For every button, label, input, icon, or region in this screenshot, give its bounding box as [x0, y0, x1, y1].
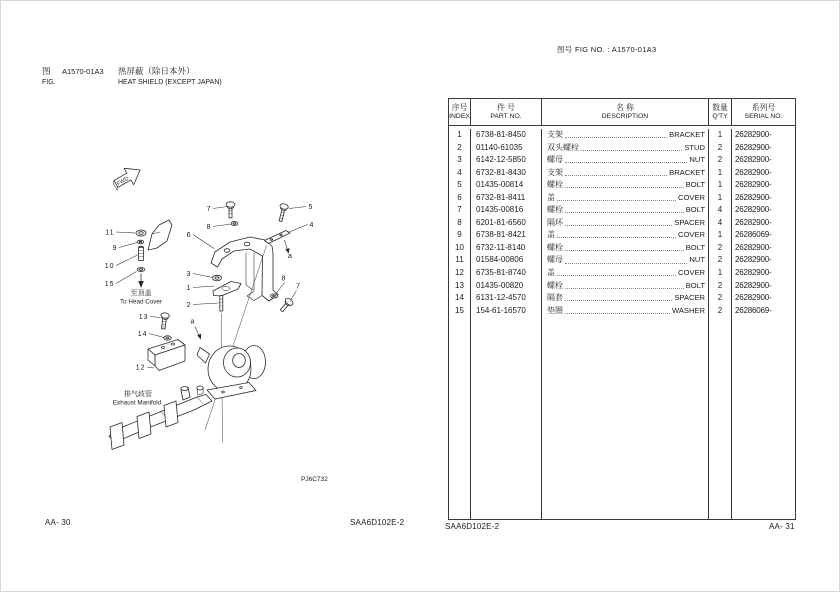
- leader-dots: [565, 212, 684, 213]
- leader-dots: [565, 250, 684, 251]
- table-row: [449, 192, 795, 205]
- cell-index: 11: [449, 254, 471, 267]
- model-number-left: SAA6D102E-2: [350, 518, 405, 527]
- fwd-arrow-icon: [109, 162, 144, 193]
- bolt-part-13: [159, 312, 170, 329]
- plate-part: [148, 220, 172, 250]
- cell-description: [542, 305, 709, 318]
- description-en: SPACER: [674, 217, 705, 227]
- cover-part-12: [148, 340, 185, 371]
- callout-11: 11: [105, 229, 115, 237]
- description-cn: 螺母: [547, 155, 563, 165]
- cell-index: 14: [449, 292, 471, 305]
- description-cn: 螺栓: [547, 180, 563, 190]
- fig-number: A1570-01A3: [62, 67, 104, 76]
- callout-10: 10: [104, 263, 115, 270]
- leader-dots: [565, 175, 667, 176]
- cell-description: [542, 192, 709, 205]
- leader-dots: [565, 313, 670, 314]
- model-number-right: SAA6D102E-2: [445, 522, 500, 531]
- description-cn: 双头螺栓: [547, 142, 579, 152]
- cell-serial: 26282900-: [735, 293, 772, 303]
- bolt-part-5: [276, 203, 288, 222]
- cell-part-no: 6732-11-8140: [471, 242, 542, 255]
- cell-serial: 26282900-: [735, 268, 772, 278]
- header-part-no: 件 号 PART NO.: [471, 99, 542, 125]
- description-cn: 隔套: [547, 293, 563, 303]
- cell-index: 8: [449, 217, 471, 230]
- description-en: STUD: [684, 142, 705, 152]
- fig-label-en: FIG.: [42, 79, 56, 86]
- header-serial-no: 系列号 SERIAL NO.: [744, 102, 783, 120]
- callout-8-right: 8: [281, 275, 287, 283]
- cell-serial: 26282900-: [735, 167, 772, 177]
- cell-part-no: 6738-81-8421: [471, 229, 542, 242]
- cell-serial: 26282900-: [735, 242, 772, 252]
- stud-part-10: [139, 246, 144, 260]
- fig-no-header: 图号 FIG NO. : A1570-01A3: [557, 45, 657, 54]
- description-cn: 垫圈: [547, 305, 563, 315]
- callout-8-top: 8: [206, 224, 212, 231]
- cell-description: [542, 292, 709, 305]
- table-row: [449, 129, 795, 142]
- cell-qty: 2: [709, 280, 732, 293]
- to-head-cover-cn: 至顶盖: [130, 290, 152, 297]
- description-cn: 盖: [547, 268, 555, 278]
- leader-dots: [565, 137, 667, 138]
- bolt-part-7-top: [226, 202, 235, 218]
- cell-part-no: 6131-12-4570: [471, 292, 542, 305]
- callout-12: 12: [135, 364, 146, 372]
- fwd-label: FWD: [116, 175, 131, 188]
- table-filler: [449, 317, 795, 519]
- cell-description: [542, 204, 709, 217]
- description-en: BOLT: [685, 180, 705, 190]
- header-qty: 数量 Q'TY: [709, 99, 732, 125]
- washer-part-8-top: [231, 222, 238, 226]
- description-en: COVER: [677, 268, 705, 278]
- cell-description: [542, 242, 709, 255]
- cell-index: 12: [449, 267, 471, 280]
- page-number-left: AA- 30: [45, 518, 71, 527]
- cell-serial: 26282900-: [735, 205, 772, 215]
- cell-part-no: 01435-00814: [471, 179, 542, 192]
- cell-serial: 26282900-: [735, 130, 772, 139]
- nut-part-11: [136, 230, 146, 236]
- description-en: BRACKET: [669, 130, 705, 139]
- description-en: BRACKET: [669, 167, 705, 177]
- description-en: NUT: [689, 155, 705, 165]
- cell-serial: 26286069-: [735, 230, 772, 240]
- callout-a-mid: a: [190, 318, 196, 326]
- cell-qty: 4: [709, 217, 732, 230]
- cell-part-no: 6201-81-6560: [471, 217, 542, 230]
- table-row: [449, 242, 795, 255]
- cell-serial: 26282900-: [735, 192, 772, 202]
- leader-dots: [557, 237, 676, 238]
- cell-index: 7: [449, 204, 471, 217]
- washer-part-15: [137, 268, 145, 272]
- cell-qty: 1: [709, 179, 732, 192]
- cell-serial: 26282900-: [735, 155, 772, 165]
- callout-14: 14: [137, 331, 148, 338]
- description-en: COVER: [677, 192, 705, 202]
- stud-part-2: [220, 296, 223, 312]
- description-cn: 螺母: [547, 255, 563, 265]
- cell-serial: 26282900-: [735, 255, 772, 265]
- description-cn: 螺栓: [547, 242, 563, 252]
- cell-part-no: 6735-81-8740: [471, 267, 542, 280]
- washer-part-8-right: [271, 294, 278, 298]
- table-row: [449, 280, 795, 293]
- cell-index: 5: [449, 179, 471, 192]
- callout-4: 4: [309, 222, 315, 229]
- cell-part-no: 6732-81-8430: [471, 167, 542, 180]
- cell-part-no: 6142-12-5850: [471, 154, 542, 167]
- cell-index: 10: [449, 242, 471, 255]
- cell-qty: 1: [709, 192, 732, 205]
- cell-qty: 4: [709, 204, 732, 217]
- cell-serial: 26286069-: [735, 305, 772, 315]
- cell-index: 13: [449, 280, 471, 293]
- description-en: WASHER: [671, 305, 705, 315]
- table-row: [449, 217, 795, 230]
- nut-part-3: [213, 275, 222, 281]
- table-row: [449, 229, 795, 242]
- cell-description: [542, 129, 709, 142]
- table-body: [449, 126, 795, 317]
- page-number-right: AA- 31: [769, 522, 795, 531]
- cell-part-no: 6732-81-8411: [471, 192, 542, 205]
- description-cn: 螺栓: [547, 205, 563, 215]
- description-cn: 盖: [547, 192, 555, 202]
- callout-5: 5: [308, 204, 314, 211]
- figure-title-en: HEAT SHIELD (EXCEPT JAPAN): [118, 79, 222, 86]
- cell-description: [542, 167, 709, 180]
- table-row: [449, 142, 795, 155]
- leader-dots: [565, 225, 672, 226]
- table-row: [449, 254, 795, 267]
- cell-part-no: 01584-00806: [471, 254, 542, 267]
- cell-index: 1: [449, 129, 471, 142]
- cell-qty: 1: [709, 229, 732, 242]
- leader-dots: [565, 263, 687, 264]
- figure-header: [42, 65, 222, 91]
- cell-qty: 1: [709, 129, 732, 142]
- cell-qty: 2: [709, 254, 732, 267]
- description-cn: 支架: [547, 130, 563, 139]
- description-en: BOLT: [685, 205, 705, 215]
- cell-index: 2: [449, 142, 471, 155]
- cell-description: [542, 280, 709, 293]
- callout-2: 2: [186, 302, 192, 309]
- cell-description: [542, 154, 709, 167]
- figure-title-cn: 热屏蔽（除日本外）: [118, 66, 195, 76]
- description-en: NUT: [689, 255, 705, 265]
- cell-serial: 26282900-: [735, 142, 772, 152]
- bolt-part-7-right: [278, 297, 294, 314]
- cell-index: 9: [449, 229, 471, 242]
- leader-dots: [565, 288, 684, 289]
- callout-9: 9: [112, 245, 118, 252]
- callout-7-top: 7: [206, 206, 212, 213]
- cell-serial: 26282900-: [735, 280, 772, 290]
- table-row: [449, 292, 795, 305]
- to-head-cover-en: To Head Cover: [120, 298, 162, 306]
- cell-index: 4: [449, 167, 471, 180]
- cell-index: 3: [449, 154, 471, 167]
- cell-description: [542, 267, 709, 280]
- table-header-row: [449, 99, 795, 126]
- cell-index: 6: [449, 192, 471, 205]
- cell-description: [542, 142, 709, 155]
- cell-part-no: 01435-00820: [471, 280, 542, 293]
- exhaust-manifold-cn: 排气歧管: [124, 391, 152, 398]
- description-en: COVER: [677, 230, 705, 240]
- callout-3: 3: [186, 271, 192, 278]
- strip-part-4: [265, 231, 291, 244]
- fig-label-cn: 图: [42, 66, 51, 76]
- callout-6: 6: [186, 232, 192, 239]
- description-cn: 盖: [547, 230, 555, 240]
- description-en: BOLT: [685, 280, 705, 290]
- leader-dots: [565, 300, 672, 301]
- cell-qty: 2: [709, 154, 732, 167]
- leader-dots: [557, 200, 676, 201]
- cell-description: [542, 254, 709, 267]
- leader-dots: [557, 275, 676, 276]
- parts-table: [448, 98, 796, 520]
- callout-15: 15: [104, 281, 115, 288]
- header-index: 序号 INDEX: [449, 99, 471, 125]
- description-en: SPACER: [674, 293, 705, 303]
- washer-part-9: [137, 240, 143, 244]
- leader-dots: [581, 150, 682, 151]
- drawing-number: PJ6C732: [301, 476, 328, 483]
- description-cn: 隔环: [547, 217, 563, 227]
- bracket-part-1: [213, 282, 241, 297]
- cell-part-no: 01140-61035: [471, 142, 542, 155]
- cell-description: [542, 217, 709, 230]
- cell-qty: 1: [709, 167, 732, 180]
- description-cn: 螺栓: [547, 280, 563, 290]
- cell-description: [542, 229, 709, 242]
- table-row: [449, 179, 795, 192]
- callout-7-right: 7: [296, 283, 301, 291]
- table-row: [449, 267, 795, 280]
- description-cn: 支架: [547, 167, 563, 177]
- down-arrow-icon: [138, 281, 144, 288]
- table-row: [449, 167, 795, 180]
- cell-part-no: 01435-00816: [471, 204, 542, 217]
- cell-description: [542, 179, 709, 192]
- cell-index: 15: [449, 305, 471, 318]
- cell-serial: 26282900-: [735, 217, 772, 227]
- exploded-view-diagram: [96, 151, 356, 491]
- table-row: [449, 204, 795, 217]
- callout-a-top: a: [288, 253, 293, 260]
- header-description: 名 称 DESCRIPTION: [542, 99, 709, 125]
- leader-dots: [565, 187, 684, 188]
- cell-qty: 2: [709, 305, 732, 318]
- cell-qty: 2: [709, 142, 732, 155]
- cell-qty: 2: [709, 242, 732, 255]
- exhaust-manifold-en: Exhaust Manifold: [112, 399, 162, 407]
- leader-dots: [565, 162, 687, 163]
- cell-part-no: 154-61-16570: [471, 305, 542, 318]
- table-row: [449, 154, 795, 167]
- turbocharger-drawing: [197, 346, 266, 400]
- cell-qty: 1: [709, 267, 732, 280]
- callout-1: 1: [186, 285, 192, 292]
- cell-qty: 2: [709, 292, 732, 305]
- cell-part-no: 6738-81-8450: [471, 129, 542, 142]
- description-en: BOLT: [685, 242, 705, 252]
- cell-serial: 26282900-: [735, 180, 772, 190]
- table-row: [449, 305, 795, 318]
- washer-part-14: [164, 336, 172, 340]
- callout-13: 13: [138, 314, 149, 321]
